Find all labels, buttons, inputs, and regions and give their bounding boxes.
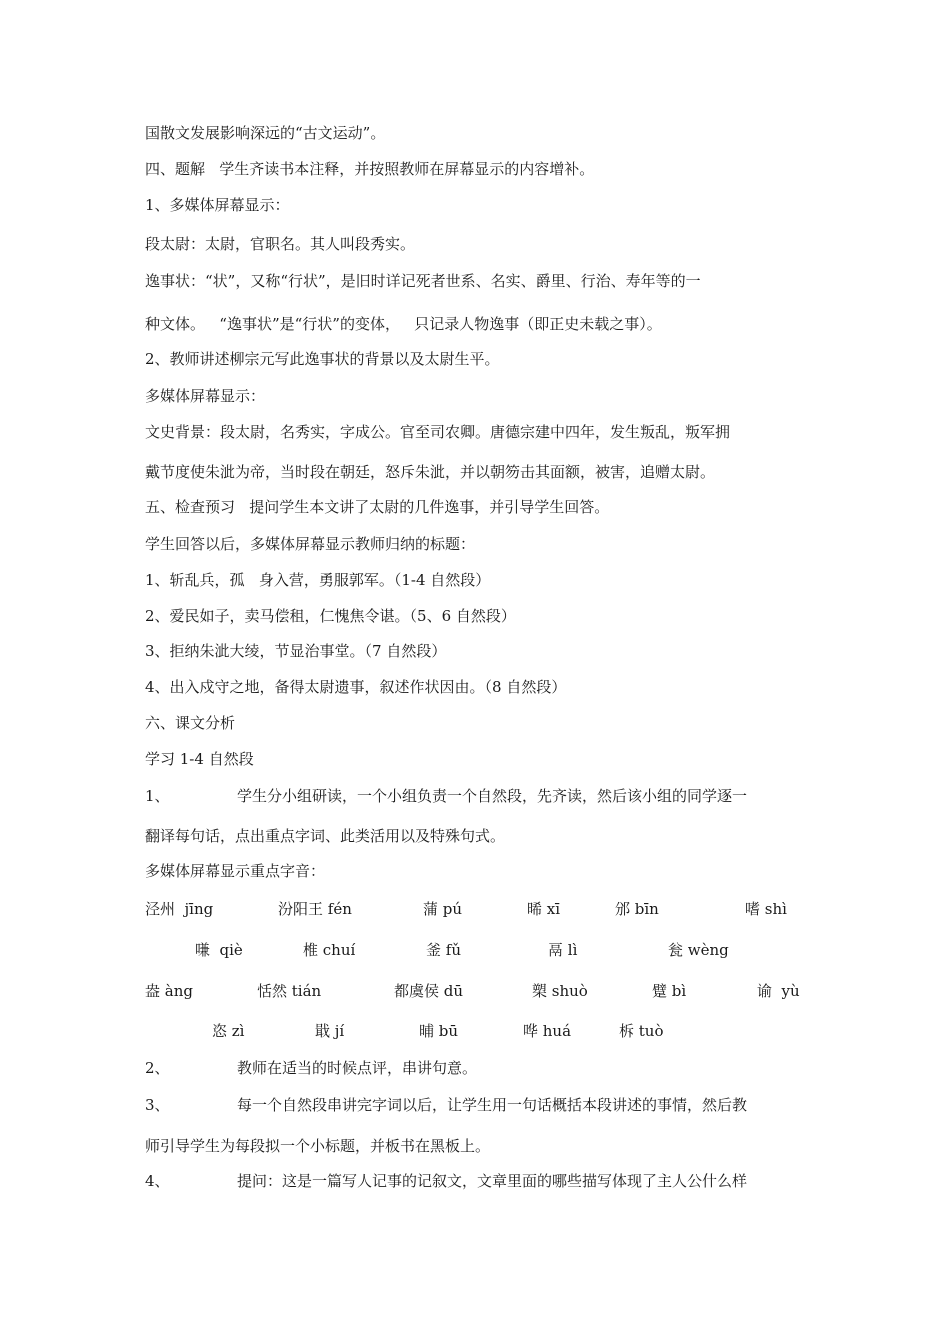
list-item-number: 1、 [145,787,170,805]
pinyin-entry: 柝 tuò [619,1022,664,1040]
text-line: 种文体。 “逸事状”是“行状”的变体， 只记录人物逸事（即正史未载之事）。 [145,315,662,333]
text-line: 文史背景：段太尉，名秀实，字成公。官至司农卿。唐德宗建中四年，发生叛乱，叛军拥 [145,423,731,441]
text-line: 师引导学生为每段拟一个小标题，并板书在黑板上。 [145,1137,491,1155]
pinyin-entry: 晡 bū [419,1022,459,1040]
text-line: 段太尉：太尉，官职名。其人叫段秀实。 [145,235,416,253]
list-item-number: 4、 [145,1172,170,1190]
pinyin-entry: 都虞侯 dū [394,982,464,1000]
section-heading-6: 六、课文分析 [145,714,236,732]
text-line: 翻译每句话，点出重点字词、此类活用以及特殊句式。 [145,827,506,845]
text-line: 国散文发展影响深远的“古文运动”。 [145,124,386,142]
pinyin-entry: 盎 àng [145,982,193,1000]
pinyin-entry: 槊 shuò [532,982,588,1000]
list-item: 3、拒纳朱泚大绫，节显治事堂。（7 自然段） [145,642,447,660]
pinyin-entry: 恣 zì [212,1022,245,1040]
list-item-number: 3、 [145,1096,170,1114]
pinyin-entry: 恬然 tián [257,982,322,1000]
text-line: 戴节度使朱泚为帝，当时段在朝廷，怒斥朱泚，并以朝笏击其面额，被害，追赠太尉。 [145,463,716,481]
pinyin-entry: 谕 yù [757,982,800,1000]
text-line: 2、教师讲述柳宗元写此逸事状的背景以及太尉生平。 [145,350,500,368]
list-item-number: 2、 [145,1059,170,1077]
section-heading-4: 四、题解 学生齐读书本注释，并按照教师在屏幕显示的内容增补。 [145,160,595,178]
list-item-text: 教师在适当的时候点评，串讲句意。 [237,1059,478,1077]
pinyin-entry: 嗜 shì [745,900,787,918]
list-item: 2、爱民如子，卖马偿租，仁愧焦令谌。（5、6 自然段） [145,607,516,625]
text-line: 1、多媒体屏幕显示： [145,196,290,214]
list-item: 4、出入戍守之地，备得太尉遗事，叙述作状因由。（8 自然段） [145,678,567,696]
pinyin-entry: 躄 bì [652,982,687,1000]
text-line: 学生回答以后，多媒体屏幕显示教师归纳的标题： [145,535,476,553]
pinyin-entry: 戢 jí [315,1022,345,1040]
pinyin-entry: 泾州 jīng [145,900,214,918]
text-line: 多媒体屏幕显示： [145,387,266,405]
pinyin-entry: 椎 chuí [303,941,356,959]
pinyin-entry: 蒲 pú [423,900,463,918]
section-heading-5: 五、检查预习 提问学生本文讲了太尉的几件逸事，并引导学生回答。 [145,498,610,516]
pinyin-entry: 汾阳王 fén [278,900,352,918]
list-item-text: 学生分小组研读，一个小组负责一个自然段，先齐读，然后该小组的同学逐一 [237,787,748,805]
list-item-text: 每一个自然段串讲完字词以后，让学生用一句话概括本段讲述的事情，然后教 [237,1096,748,1114]
pinyin-entry: 瓮 wèng [668,941,729,959]
pinyin-entry: 哗 huá [523,1022,572,1040]
subheading: 学习 1-4 自然段 [145,750,254,768]
list-item-text: 提问：这是一篇写人记事的记叙文，文章里面的哪些描写体现了主人公什么样 [237,1172,748,1190]
pinyin-entry: 釜 fǔ [426,941,461,959]
text-line: 逸事状：“状”，又称“行状”，是旧时详记死者世系、名实、爵里、行治、寿年等的一 [145,272,701,290]
pinyin-entry: 晞 xī [527,900,561,918]
pinyin-entry: 鬲 lì [548,941,578,959]
pinyin-entry: 嗛 qiè [195,941,243,959]
list-item: 1、斩乱兵，孤 身入营，勇服郭军。（1-4 自然段） [145,571,491,589]
text-line: 多媒体屏幕显示重点字音： [145,862,326,880]
pinyin-entry: 邠 bīn [615,900,659,918]
